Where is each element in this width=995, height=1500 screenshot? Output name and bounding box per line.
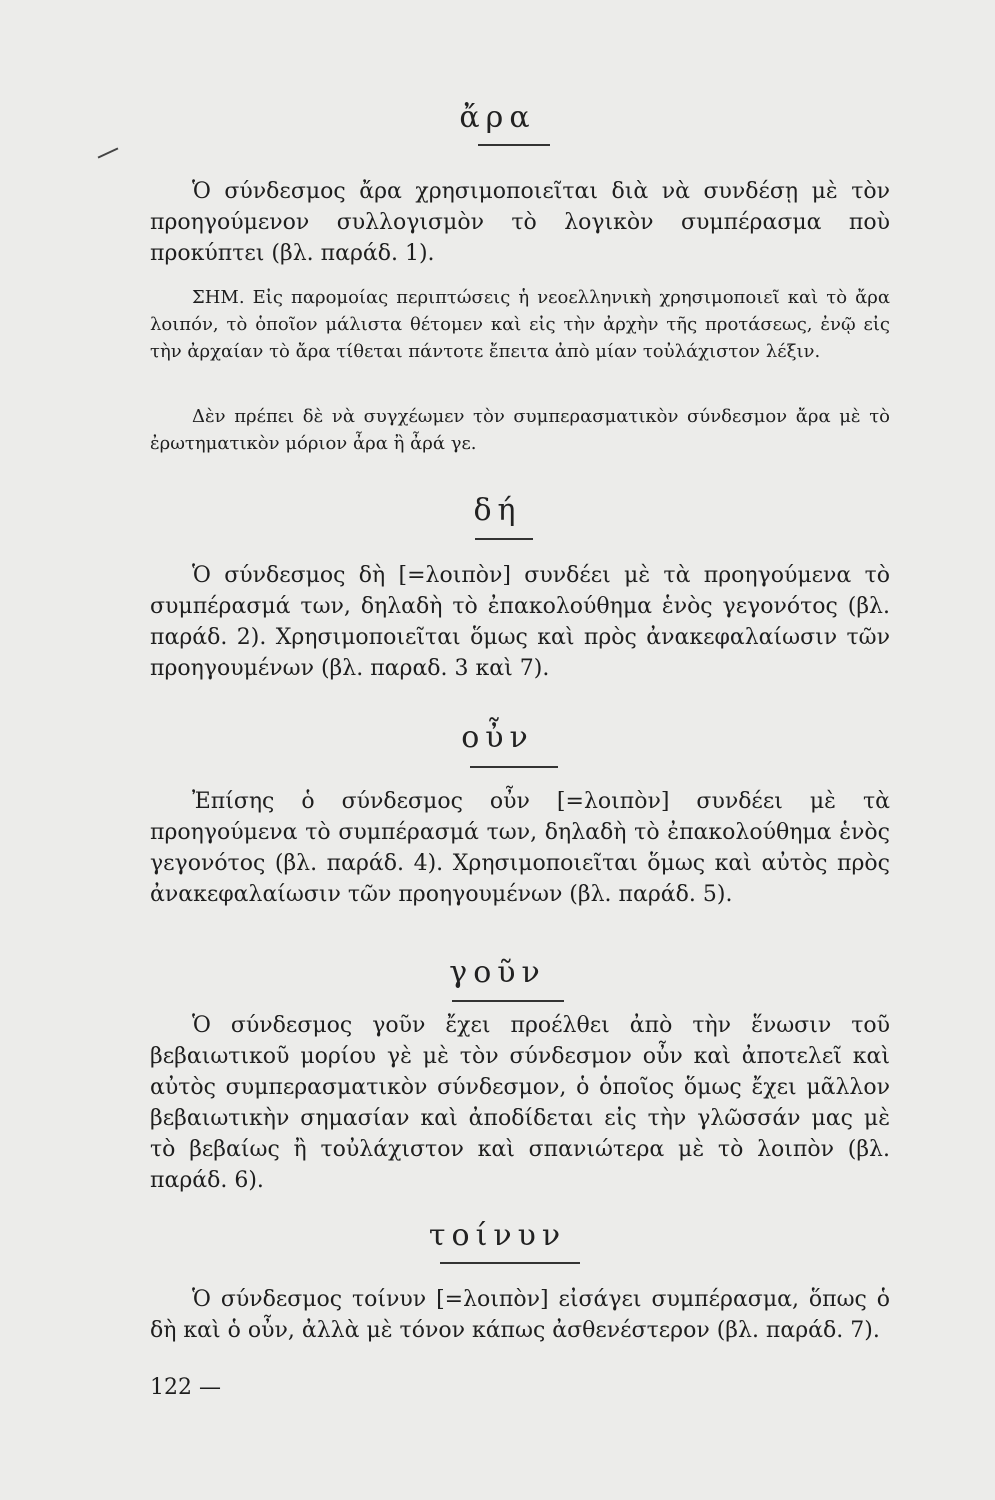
heading-ara-rule (478, 144, 550, 146)
heading-goun: γοῦν (449, 955, 546, 990)
margin-mark (98, 147, 119, 158)
paragraph-oun: Ἐπίσης ὁ σύνδεσμος οὖν [=λοιπὸν] συνδέει μὲ τὰ προηγούμενα τὸ συμπέρασμά των, δηλαδὴ τὸ ἐπακολούθημα ἑνὸς γεγονότος (βλ. παράδ. 4). Χρησιμοποιεῖται ὅμως καὶ αὐτὸς πρὸς ἀνακεφαλαίωσιν τῶν προηγουμένων (βλ. παράδ. 5). (150, 789, 890, 907)
page-number: 122 — (150, 1375, 221, 1400)
paragraph-de: Ὁ σύνδεσμος δὴ [=λοιπὸν] συνδέει μὲ τὰ προηγούμενα τὸ συμπέρασμά των, δηλαδὴ τὸ ἐπακολούθημα ἑνὸς γεγονότος (βλ. παράδ. 2). Χρησιμοποιεῖται ὅμως καὶ πρὸς ἀνακεφαλαίωσιν τῶν προηγουμένων (βλ. παραδ. 3 καὶ 7). (150, 563, 890, 681)
heading-oun: οὖν (461, 720, 534, 755)
note-ara-1: ΣΗΜ. Εἰς παρομοίας περιπτώσεις ἡ νεοελληνικὴ χρησιμοποιεῖ καὶ τὸ ἄρα λοιπόν, τὸ ὁποῖον μάλιστα θέτομεν καὶ εἰς τὴν ἀρχὴν τῆς προτάσεως, ἐνῷ εἰς τὴν ἀρχαίαν τὸ ἄρα τίθεται πάντοτε ἔπειτα ἀπὸ μίαν τοὐλάχιστον λέξιν. (150, 287, 890, 362)
heading-toinyn-rule (440, 1262, 580, 1264)
heading-ara: ἄρα (459, 100, 536, 135)
heading-goun-rule (452, 1000, 564, 1002)
note-ara-2: Δὲν πρέπει δὲ νὰ συγχέωμεν τὸν συμπερασματικὸν σύνδεσμον ἄρα μὲ τὸ ἐρωτηματικὸν μόριον ἆρα ἢ ἆρά γε. (150, 406, 890, 454)
paragraph-ara: Ὁ σύνδεσμος ἄρα χρησιμοποιεῖται διὰ νὰ συνδέσῃ μὲ τὸν προηγούμενον συλλογισμὸν τὸ λογικὸν συμπέρασμα ποὺ προκύπτει (βλ. παράδ. 1). (150, 179, 890, 266)
heading-toinyn: τοίνυν (428, 1218, 567, 1253)
heading-de-rule (475, 538, 533, 540)
paragraph-toinyn: Ὁ σύνδεσμος τοίνυν [=λοιπὸν] εἰσάγει συμπέρασμα, ὅπως ὁ δὴ καὶ ὁ οὖν, ἀλλὰ μὲ τόνον κάπως ἀσθενέστερον (βλ. παράδ. 7). (150, 1287, 890, 1343)
paragraph-goun: Ὁ σύνδεσμος γοῦν ἔχει προέλθει ἀπὸ τὴν ἕνωσιν τοῦ βεβαιωτικοῦ μορίου γὲ μὲ τὸν σύνδεσμον οὖν καὶ ἀποτελεῖ καὶ αὐτὸς συμπερασματικὸν σύνδεσμον, ὁ ὁποῖος ὅμως ἔχει μᾶλλον βεβαιωτικὴν σημασίαν καὶ ἀποδίδεται εἰς τὴν γλῶσσάν μας μὲ τὸ βεβαίως ἢ τοὐλάχιστον καὶ σπανιώτερα μὲ τὸ λοιπὸν (βλ. παράδ. 6). (150, 1013, 890, 1193)
heading-de: δή (473, 493, 522, 528)
heading-oun-rule (470, 766, 558, 768)
